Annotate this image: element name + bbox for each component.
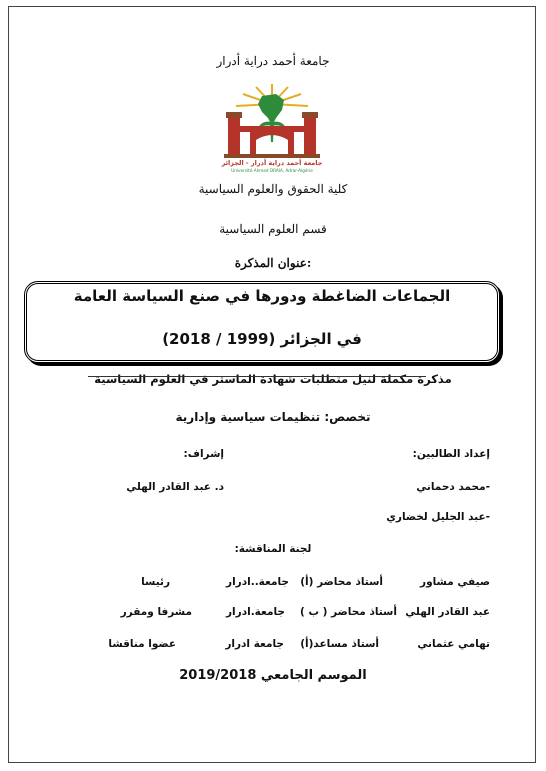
- department-name: قسم العلوم السياسية: [219, 222, 327, 236]
- supervisor-name: د. عبد القادر الهلي: [126, 481, 224, 493]
- academic-season: الموسم الجامعي 2019/2018: [179, 668, 367, 683]
- committee-label: لجنة المناقشة:: [234, 543, 312, 555]
- students-label: إعداد الطالبين:: [412, 448, 490, 460]
- university-name: جامعة أحمد دراية أدرار: [216, 54, 330, 68]
- member-role: مشرفا ومقرر: [120, 606, 192, 618]
- member-rank: أستاذ محاضر (أ): [300, 576, 383, 588]
- university-logo: [210, 82, 334, 174]
- underline-rule: [88, 376, 426, 377]
- member-role: رئيسا: [141, 576, 170, 588]
- logo-caption-en: Université Ahmed DRAIA, Adrar-Algérie: [231, 168, 313, 173]
- thesis-description: مذكرة مكملة لنيل متطلبات شهادة الماستر في العلوم السياسية: [94, 372, 452, 386]
- specialization: تخصص: تنظيمات سياسية وإدارية: [175, 410, 371, 424]
- member-university: جامعة..ادرار: [226, 576, 289, 588]
- title-label: عنوان المذكرة:: [234, 256, 312, 270]
- member-role: عضوا مناقشا: [108, 638, 176, 650]
- thesis-title-line2: في الجزائر (1999 / 2018): [162, 330, 362, 348]
- logo-caption-ar: جامعة أحمد دراية أدرار - الجزائر: [221, 159, 323, 167]
- member-university: جامعة.ادرار: [226, 606, 285, 618]
- student-name: -محمد دحماني: [416, 481, 490, 493]
- member-name: عبد القادر الهلي: [405, 606, 490, 618]
- member-name: صيفي مشاور: [420, 576, 490, 588]
- supervision-label: إشراف:: [183, 448, 224, 460]
- member-name: تهامي عثماني: [417, 638, 490, 650]
- thesis-title-line1: الجماعات الضاغطة ودورها في صنع السياسة العامة: [73, 287, 451, 305]
- member-rank: أستاذ مساعد(أ): [300, 638, 379, 650]
- member-university: جامعة ادرار: [225, 638, 284, 650]
- student-name: -عبد الجليل لخضاري: [386, 511, 490, 523]
- faculty-name: كلية الحقوق والعلوم السياسية: [198, 182, 348, 196]
- member-rank: أستاذ محاضر ( ب ): [299, 606, 397, 618]
